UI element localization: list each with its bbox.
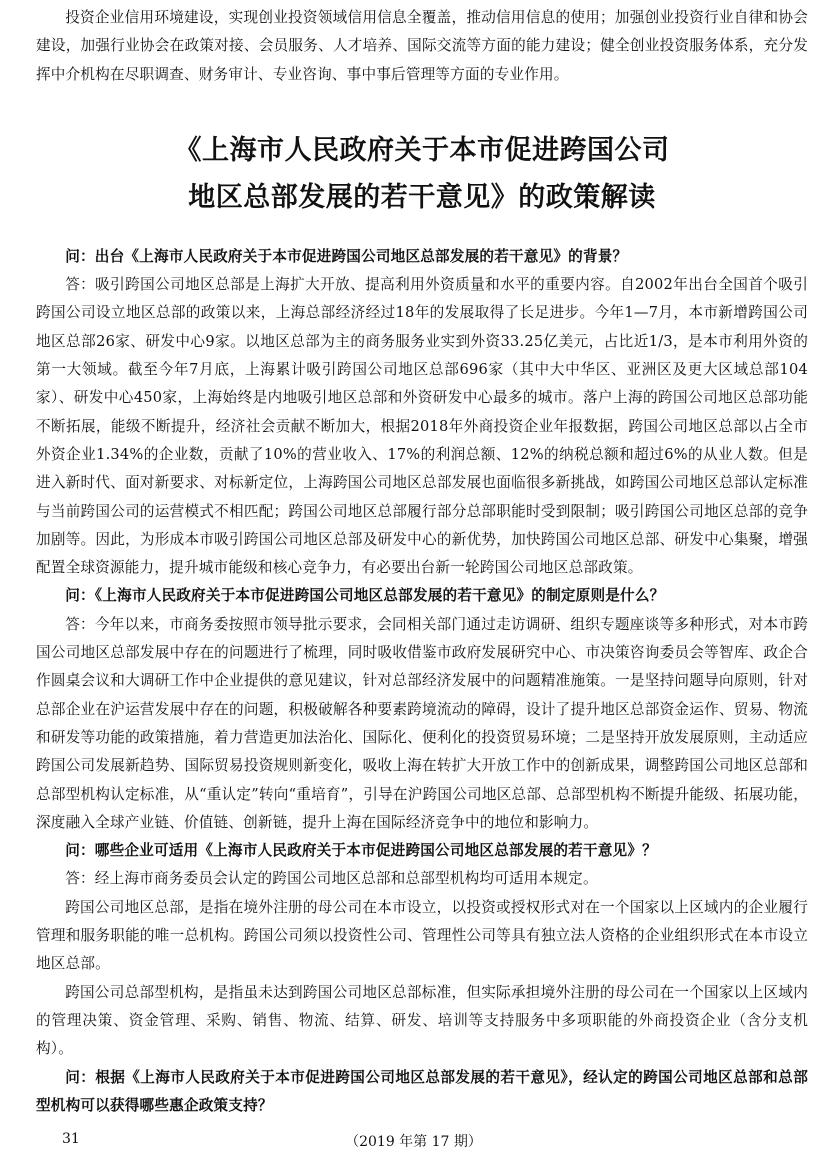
question-1: 问：出台《上海市人民政府关于本市促进跨国公司地区总部发展的若干意见》的背景？ bbox=[65, 247, 628, 265]
intro-paragraph: 投资企业信用环境建设，实现创业投资领域信用信息全覆盖，推动信用信息的使用；加强创业投资行业自律和协会建设，加强行业协会在政策对接、会员服务、人才培养、国际交流等方面的能力建设；健全创业投资服务体系，充分发挥中介机构在尽职调查、财务审计、专业咨询、事中事后管理等方面的专业作用。 bbox=[36, 9, 808, 83]
question-4: 问：根据《上海市人民政府关于本市促进跨国公司地区总部发展的若干意见》，经认定的跨国公司地区总部和总部型机构可以获得哪些惠企政策支持？ bbox=[36, 1068, 808, 1114]
answer-3: 答：经上海市商务委员会认定的跨国公司地区总部和总部型机构均可适用本规定。 bbox=[65, 870, 598, 888]
answer-3-paragraph-2: 跨国公司地区总部，是指在境外注册的母公司在本市设立，以投资或授权形式对在一个国家以上区域内的企业履行管理和服务职能的唯一总机构。跨国公司须以投资性公司、管理性公司等具有独立法人资格的企业组织形式在本市设立地区总部。 bbox=[36, 898, 808, 973]
answer-2: 答：今年以来，市商务委按照市领导批示要求，会同相关部门通过走访调研、组织专题座谈等多种形式，对本市跨国公司地区总部发展中存在的问题进行了梳理，同时吸收借鉴市政府发展研究中心、市决策咨询委员会等智库、政企合作圆桌会议和大调研工作中企业提供的意见建议，针对总部经济发展中的问题精准施策。一是坚持问题导向原则，针对总部企业在沪运营发展中存在的问题，积极破解各种要素跨境流动的障碍，设计了提升地区总部资金运作、贸易、物流和研发等功能的政策措施，着力营造更加法治化、国际化、便利化的投资贸易环境；二是坚持开放发展原则，主动适应跨国公司发展新趋势、国际贸易投资规则新变化，吸收上海在转扩大开放工作中的创新成果，调整跨国公司地区总部和总部型机构认定标准，从“重认定”转向“重培育”，引导在沪跨国公司地区总部、总部型机构不断提升能级、拓展功能，深度融入全球产业链、价值链、创新链，提升上海在国际经济竞争中的地位和影响力。 bbox=[36, 615, 808, 831]
issue-label: （2019 年第 17 期） bbox=[345, 1134, 482, 1150]
question-3: 问：哪些企业可适用《上海市人民政府关于本市促进跨国公司地区总部发展的若干意见》？ bbox=[65, 842, 657, 860]
title-line-2: 地区总部发展的若干意见》的政策解读 bbox=[188, 181, 656, 213]
answer-1: 答：吸引跨国公司地区总部是上海扩大开放、提高利用外资质量和水平的重要内容。自2002年出台全国首个吸引跨国公司设立地区总部的政策以来，上海总部经济经过18年的发展取得了长足进步。今年1—7月，本市新增跨国公司地区总部26家、研发中心9家。以地区总部为主的商务服务业实到外资33.25亿美元，占比近1/3，是本市利用外资的第一大领域。截至今年7月底，上海累计吸引跨国公司地区总部696家（其中大中华区、亚洲区及更大区域总部104家）、研发中心450家，上海始终是内地吸引地区总部和外资研发中心最多的城市。落户上海的跨国公司地区总部功能不断拓展，能级不断提升，经济社会贡献不断加大，根据2018年外商投资企业年报数据，跨国公司地区总部以占全市外资企业1.34%的企业数，贡献了10%的营业收入、17%的利润总额、12%的纳税总额和超过6%的从业人数。但是进入新时代、面对新要求、对标新定位，上海跨国公司地区总部发展也面临很多新挑战，如跨国公司地区总部认定标准与当前跨国公司的运营模式不相匹配；跨国公司地区总部履行部分总部职能时受到限制；吸引跨国公司地区总部的竞争加剧等。因此，为形成本市吸引跨国公司地区总部及研发中心的新优势，加快跨国公司地区总部、研发中心集聚，增强配置全球资源能力，提升城市能级和核心竞争力，有必要出台新一轮跨国公司地区总部政策。 bbox=[36, 276, 808, 577]
page-number: 31 bbox=[62, 1131, 80, 1147]
title-line-1: 《上海市人民政府关于本市促进跨国公司 bbox=[174, 134, 670, 166]
answer-3-paragraph-3: 跨国公司总部型机构，是指虽未达到跨国公司地区总部标准，但实际承担境外注册的母公司在一个国家以上区域内的管理决策、资金管理、采购、销售、物流、结算、研发、培训等支持服务中多项职能的外商投资企业（含分支机构）。 bbox=[36, 983, 808, 1058]
article-title bbox=[36, 127, 808, 221]
question-2: 问：《上海市人民政府关于本市促进跨国公司地区总部发展的若干意见》的制定原则是什么？ bbox=[65, 587, 665, 605]
document-page bbox=[36, 4, 808, 1120]
page-footer bbox=[0, 1131, 827, 1155]
